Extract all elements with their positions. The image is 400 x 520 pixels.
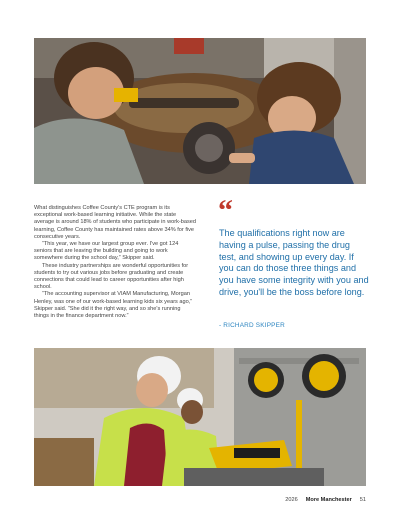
- body-paragraph-2: “This year, we have our largest group ever. I've got 124 seniors that are leaving the building and going to work somewhere during the school day,” Skipper said.: [34, 241, 179, 262]
- footer-magazine-title: More Manchester: [305, 497, 352, 503]
- photo-students-working-on-car-icon: [34, 38, 366, 184]
- quote-attribution: - RICHARD SKIPPER: [219, 322, 285, 329]
- page-footer: [285, 497, 366, 503]
- body-paragraph-4: “The accounting supervisor at VIAM Manufacturing, Morgan Henley, was one of our work-based learning kids six years ago,” Skipper said. “She did it the right way, and so she's running things in the finance department now.”: [34, 291, 193, 320]
- photo-bottom-illustration: [34, 348, 366, 486]
- pull-quote: The qualifications right now are having a pulse, passing the drug test, and showing up every day. If you can do those three things and you have some integrity with you and drive, you'll be the boss before long.: [219, 228, 369, 297]
- article-body: [34, 205, 196, 320]
- photo-top-illustration: [34, 38, 366, 184]
- quote-mark-icon: “: [218, 194, 233, 227]
- photo-students-at-saw-icon: [34, 348, 366, 486]
- body-paragraph-1: What distinguishes Coffee County's CTE program is its exceptional work-based learning initiative. While the state average is around 18% of students who participate in work-based learning, Coffee County has maintained rates above 34% for five consecutive years.: [34, 205, 197, 240]
- footer-page-number: 51: [359, 497, 366, 503]
- body-paragraph-3: These industry partnerships are wonderful opportunities for students to try out various jobs before graduating and create connections that could lead to career opportunities after high school.: [34, 262, 189, 291]
- footer-year: 2026: [285, 497, 298, 503]
